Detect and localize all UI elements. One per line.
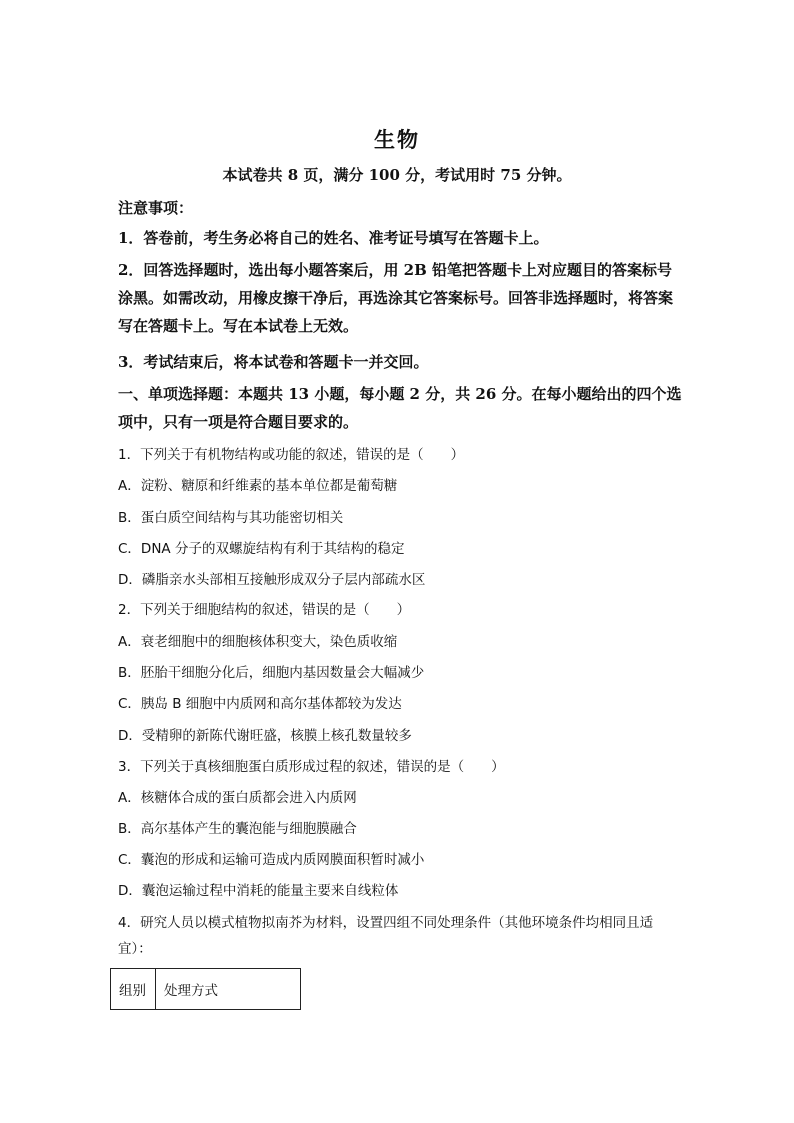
question-2-option-b: B．胚胎干细胞分化后，细胞内基因数量会大幅减少 <box>118 665 425 681</box>
notice-item-3: 3．考试结束后，将本试卷和答题卡一并交回。 <box>118 353 429 371</box>
question-2-option-a: A．衰老细胞中的细胞核体积变大，染色质收缩 <box>118 634 398 650</box>
treatment-table <box>110 968 301 1010</box>
notice-heading: 注意事项： <box>118 199 194 217</box>
table-header-treatment: 处理方式 <box>156 969 301 1010</box>
exam-info: 本试卷共 8 页，满分 100 分，考试用时 75 分钟。 <box>222 166 572 184</box>
table-row <box>111 969 301 1010</box>
page-title: 生物 <box>374 127 420 152</box>
question-3-option-d: D．囊泡运输过程中消耗的能量主要来自线粒体 <box>118 883 399 899</box>
question-1-option-d: D．磷脂亲水头部相互接触形成双分子层内部疏水区 <box>118 572 426 588</box>
section-heading: 一、单项选择题：本题共 13 小题，每小题 2 分，共 26 分。在每小题给出的四个选项中，只有一项是符合题目要求的。 <box>118 385 682 431</box>
question-3-option-b: B．高尔基体产生的囊泡能与细胞膜融合 <box>118 821 357 837</box>
question-1-option-b: B．蛋白质空间结构与其功能密切相关 <box>118 510 344 526</box>
notice-item-1: 1．答卷前，考生务必将自己的姓名、准考证号填写在答题卡上。 <box>118 229 549 247</box>
question-1-stem: 1．下列关于有机物结构或功能的叙述，错误的是（ ） <box>118 447 465 463</box>
notice-item-2: 2．回答选择题时，选出每小题答案后，用 2B 铅笔把答题卡上对应题目的答案标号涂黑。如需改动，用橡皮擦干净后，再选涂其它答案标号。回答非选择题时，将答案写在答题卡上。写在本试卷上无效。 <box>118 261 674 335</box>
question-3-stem: 3．下列关于真核细胞蛋白质形成过程的叙述，错误的是（ ） <box>118 759 505 775</box>
table-header-group: 组别 <box>111 969 156 1010</box>
question-2-stem: 2．下列关于细胞结构的叙述，错误的是（ ） <box>118 602 411 618</box>
question-2-option-d: D．受精卵的新陈代谢旺盛，核膜上核孔数量较多 <box>118 728 412 744</box>
question-3-option-c: C．囊泡的形成和运输可造成内质网膜面积暂时减小 <box>118 852 425 868</box>
question-3-option-a: A．核糖体合成的蛋白质都会进入内质网 <box>118 790 357 806</box>
question-1-option-a: A．淀粉、糖原和纤维素的基本单位都是葡萄糖 <box>118 478 398 494</box>
question-1-option-c: C．DNA 分子的双螺旋结构有利于其结构的稳定 <box>118 541 405 557</box>
question-2-option-c: C．胰岛 B 细胞中内质网和高尔基体都较为发达 <box>118 696 402 712</box>
question-4-stem: 4．研究人员以模式植物拟南芥为材料，设置四组不同处理条件（其他环境条件均相同且适宜）： <box>118 915 654 957</box>
